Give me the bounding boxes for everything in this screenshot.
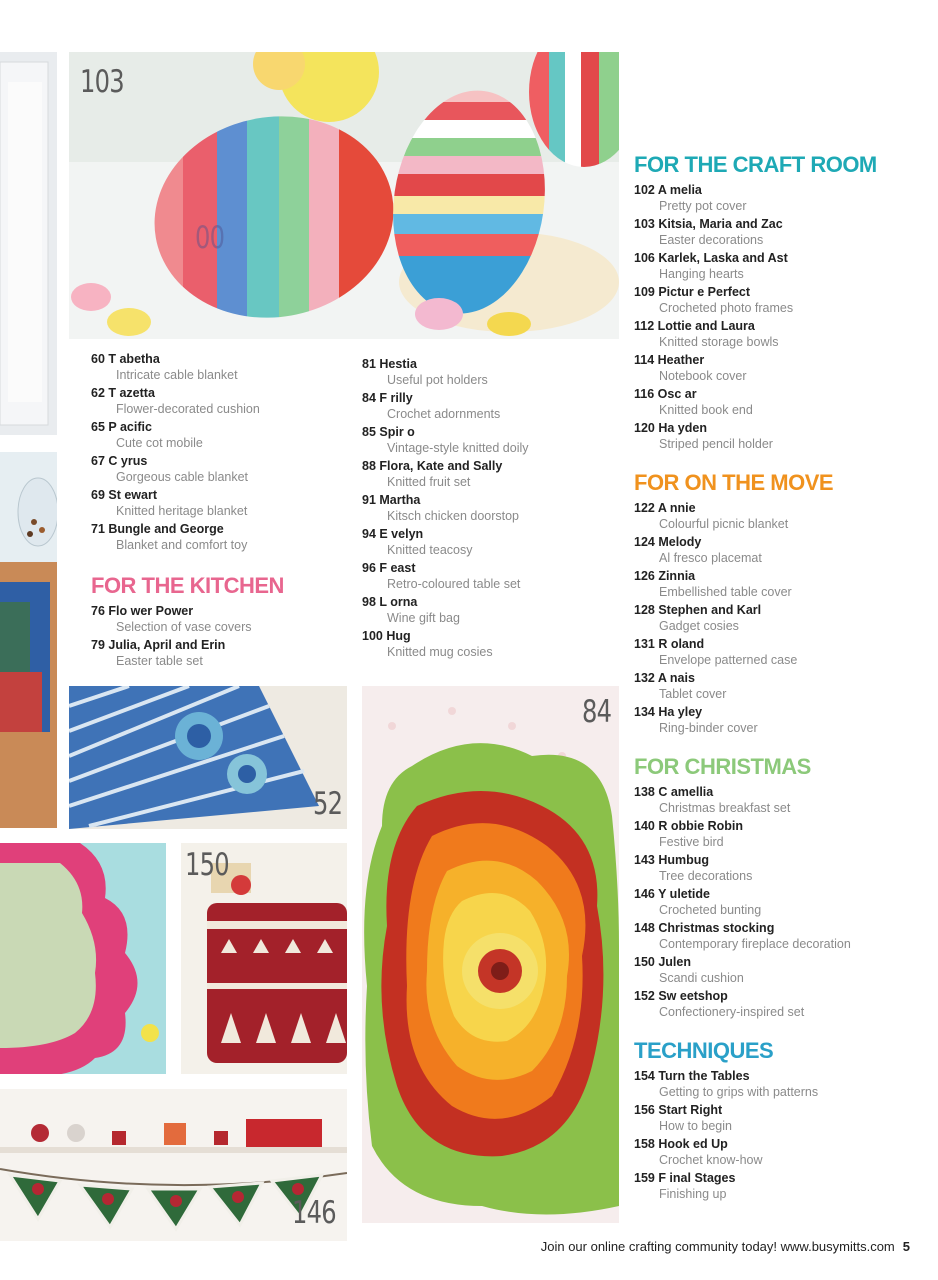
contents-column-1 (91, 351, 351, 671)
entry-102[interactable]: 102 A melia Pretty pot cover (634, 183, 747, 213)
photo-fairisle-cushion (181, 843, 347, 1074)
entry-158[interactable]: 158 Hook ed Up Crochet know-how (634, 1137, 763, 1167)
photo-blanket (69, 686, 347, 829)
heading-for-christmas: FOR CHRISTMAS (634, 754, 811, 779)
egg-marking: 00 (195, 220, 225, 256)
entry-96[interactable]: 96 F east Retro-coloured table set (362, 561, 521, 591)
heading-for-the-kitchen: FOR THE KITCHEN (91, 573, 284, 598)
entry-88[interactable]: 88 Flora, Kate and Sally Knitted fruit set (362, 459, 503, 489)
entry-60[interactable]: 60 T abetha Intricate cable blanket (91, 352, 238, 382)
entry-156[interactable]: 156 Start Right How to begin (634, 1103, 732, 1133)
contents-column-2 (362, 356, 622, 662)
entry-76[interactable]: 76 Flo wer Power Selection of vase covers (91, 604, 252, 634)
entry-71[interactable]: 71 Bungle and George Blanket and comfort toy (91, 522, 248, 552)
footer-text[interactable]: Join our online crafting community today! www.busymitts.com (540, 1239, 895, 1254)
entry-150[interactable]: 150 Julen Scandi cushion (634, 955, 744, 985)
page-number-103: 103 (80, 64, 124, 100)
entry-134[interactable]: 134 Ha yley Ring-binder cover (634, 705, 758, 735)
entry-100[interactable]: 100 Hug Knitted mug cosies (362, 629, 493, 659)
heading-techniques: TECHNIQUES (634, 1038, 774, 1063)
page-number-52: 52 (313, 786, 343, 822)
entry-79[interactable]: 79 Julia, April and Erin Easter table set (91, 638, 226, 668)
folio-page-number: 5 (902, 1239, 910, 1254)
entry-91[interactable]: 91 Martha Kitsch chicken doorstop (362, 493, 520, 523)
entry-159[interactable]: 159 F inal Stages Finishing up (634, 1171, 736, 1201)
entry-122[interactable]: 122 A nnie Colourful picnic blanket (634, 501, 789, 531)
entry-131[interactable]: 131 R oland Envelope patterned case (634, 637, 798, 667)
entry-143[interactable]: 143 Humbug Tree decorations (634, 853, 753, 883)
entry-94[interactable]: 94 E velyn Knitted teacosy (362, 527, 473, 557)
entry-114[interactable]: 114 Heather Notebook cover (634, 353, 747, 383)
entry-132[interactable]: 132 A nais Tablet cover (634, 671, 727, 701)
entry-67[interactable]: 67 C yrus Gorgeous cable blanket (91, 454, 249, 484)
entry-62[interactable]: 62 T azetta Flower-decorated cushion (91, 386, 260, 416)
page-footer (541, 1239, 910, 1254)
entry-148[interactable]: 148 Christmas stocking Contemporary fireplace decoration (634, 921, 851, 951)
entry-152[interactable]: 152 Sw eetshop Confectionery-inspired set (634, 989, 805, 1019)
entry-69[interactable]: 69 St ewart Knitted heritage blanket (91, 488, 248, 518)
entry-109[interactable]: 109 Pictur e Perfect Crocheted photo frames (634, 285, 794, 315)
entry-112[interactable]: 112 Lottie and Laura Knitted storage bowls (634, 319, 779, 349)
photo-left-frame (0, 843, 166, 1074)
entry-84[interactable]: 84 F rilly Crochet adornments (362, 391, 501, 421)
photo-left-top (0, 52, 57, 435)
entry-103[interactable]: 103 Kitsia, Maria and Zac Easter decorations (634, 217, 783, 247)
entry-85[interactable]: 85 Spir o Vintage-style knitted doily (362, 425, 529, 455)
entry-116[interactable]: 116 Osc ar Knitted book end (634, 387, 753, 417)
entry-65[interactable]: 65 P acific Cute cot mobile (91, 420, 203, 450)
heading-for-the-craft-room: FOR THE CRAFT ROOM (634, 152, 877, 177)
page-number-146: 146 (292, 1195, 336, 1231)
entry-124[interactable]: 124 Melody Al fresco placemat (634, 535, 762, 565)
entry-128[interactable]: 128 Stephen and Karl Gadget cosies (634, 603, 762, 633)
entry-98[interactable]: 98 L orna Wine gift bag (362, 595, 460, 625)
photo-left-middle (0, 452, 57, 828)
entry-138[interactable]: 138 C amellia Christmas breakfast set (634, 785, 791, 815)
entry-146[interactable]: 146 Y uletide Crocheted bunting (634, 887, 762, 917)
entry-81[interactable]: 81 Hestia Useful pot holders (362, 357, 488, 387)
entry-140[interactable]: 140 R obbie Robin Festive bird (634, 819, 744, 849)
entry-120[interactable]: 120 Ha yden Striped pencil holder (634, 421, 773, 451)
heading-for-on-the-move: FOR ON THE MOVE (634, 470, 834, 495)
entry-154[interactable]: 154 Turn the Tables Getting to grips with patterns (634, 1069, 819, 1099)
entry-126[interactable]: 126 Zinnia Embellished table cover (634, 569, 792, 599)
photo-easter-eggs (69, 52, 619, 339)
page-number-84: 84 (582, 694, 612, 730)
page-number-150: 150 (185, 847, 229, 883)
entry-106[interactable]: 106 Karlek, Laska and Ast Hanging hearts (634, 251, 788, 281)
contents-column-3 (634, 152, 934, 1204)
photo-crochet-flower (362, 686, 619, 1223)
photo-left-bunting (0, 1089, 347, 1241)
